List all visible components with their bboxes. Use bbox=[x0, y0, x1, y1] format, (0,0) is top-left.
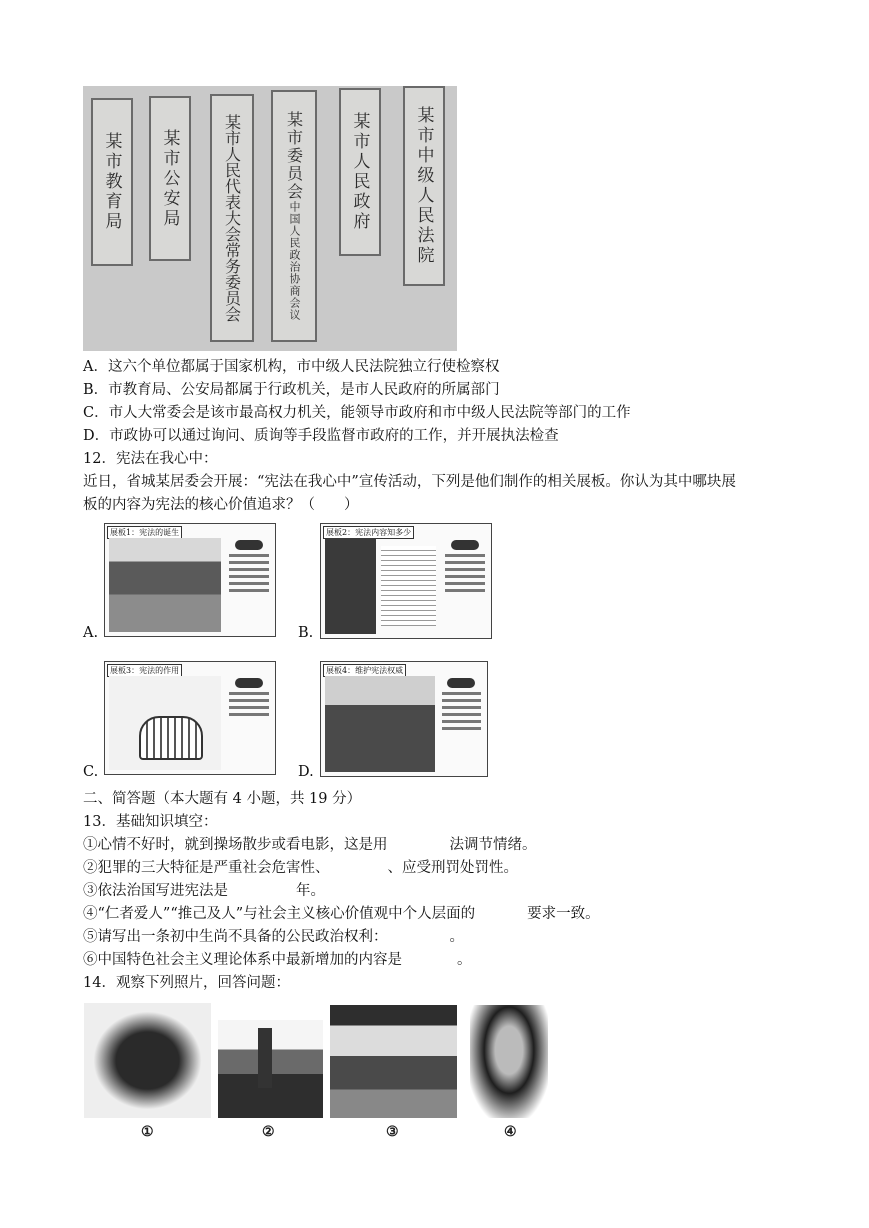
q12-stem-line2: 板的内容为宪法的核心价值追求？（ ） bbox=[83, 497, 359, 513]
signboard-npc-standing-committee bbox=[210, 94, 254, 342]
q12-stem-line1: 近日，省城某居委会开展：“宪法在我心中”宣传活动，下列是他们制作的相关展板。你认为其中哪块展 bbox=[83, 474, 736, 490]
signboard-text: 某市教育局 bbox=[101, 132, 122, 232]
board-b-constitution-book bbox=[325, 538, 376, 634]
q13-item-3 bbox=[83, 881, 325, 901]
q13-item-text: 年。 bbox=[296, 883, 325, 899]
q13-item-4 bbox=[83, 904, 600, 924]
board-title: 展板1：宪法的诞生 bbox=[107, 526, 182, 539]
q13-item-1 bbox=[83, 835, 537, 855]
q13-item-text: ③依法治国写进宪法是 bbox=[83, 883, 228, 899]
q13-item-text: 法调节情绪。 bbox=[449, 837, 537, 853]
q11-option-c: C．市人大常委会是该市最高权力机关，能领导市政府和市中级人民法院等部门的工作 bbox=[83, 405, 631, 421]
section-2-heading: 二、简答题（本大题有 4 小题，共 19 分） bbox=[83, 791, 362, 807]
photo-label-3: ③ bbox=[386, 1124, 399, 1140]
board-title: 展板2：宪法内容知多少 bbox=[323, 526, 414, 539]
photo-1-dancers bbox=[84, 1003, 211, 1118]
signboard-text: 某市公安局 bbox=[159, 128, 180, 229]
board-b-contents bbox=[381, 546, 436, 626]
q13-item-text: ⑥中国特色社会主义理论体系中最新增加的内容是 bbox=[83, 952, 402, 968]
board-d-crowd-image bbox=[325, 676, 435, 772]
board-side-text bbox=[227, 676, 271, 770]
signboard-text: 某市委员会 bbox=[284, 111, 304, 201]
board-title: 展板4：维护宪法权威 bbox=[323, 664, 406, 677]
q11-option-b: B．市教育局、公安局都属于行政机关，是市人民政府的所属部门 bbox=[83, 382, 500, 398]
board-side-text bbox=[443, 538, 487, 634]
board-title: 展板3：宪法的作用 bbox=[107, 664, 182, 677]
photo-label-4: ④ bbox=[504, 1124, 517, 1140]
signboard-text: 某市人民政府 bbox=[349, 112, 370, 232]
q11-option-d: D．市政协可以通过询问、质询等手段监督市政府的工作，并开展执法检查 bbox=[83, 428, 559, 444]
board-c-image bbox=[109, 676, 221, 770]
board-a-image bbox=[109, 538, 221, 632]
photo-label-1: ① bbox=[141, 1124, 154, 1140]
q13-item-5 bbox=[83, 927, 464, 947]
q13-item-text: 。 bbox=[449, 929, 464, 945]
board-d-label: D. bbox=[298, 764, 314, 780]
q12-title: 12．宪法在我心中： bbox=[83, 451, 218, 467]
q13-item-text: 要求一致。 bbox=[527, 906, 600, 922]
signboard-city-government bbox=[339, 88, 381, 256]
q13-item-text: ④“仁者爱人”“推己及人”与社会主义核心价值观中个人层面的 bbox=[83, 906, 476, 922]
board-a bbox=[104, 523, 276, 637]
photo-2-mosque bbox=[218, 1020, 323, 1118]
board-d bbox=[320, 661, 488, 777]
photo-4-woman-portrait bbox=[470, 1005, 548, 1118]
q13-item-6 bbox=[83, 950, 472, 970]
signboard-intermediate-court bbox=[403, 86, 445, 286]
q13-item-text: 、应受刑罚处罚性。 bbox=[387, 860, 518, 876]
q13-item-text: ⑤请写出一条初中生尚不具备的公民政治权利： bbox=[83, 929, 388, 945]
board-side-text bbox=[440, 676, 483, 772]
board-b bbox=[320, 523, 492, 639]
q11-option-a: A．这六个单位都属于国家机构，市中级人民法院独立行使检察权 bbox=[83, 359, 500, 375]
board-side-text bbox=[227, 538, 271, 632]
q13-title: 13．基础知识填空： bbox=[83, 814, 218, 830]
signboard-education-bureau bbox=[91, 98, 133, 266]
photo-label-2: ② bbox=[262, 1124, 275, 1140]
signboard-text: 某市中级人民法院 bbox=[413, 106, 434, 266]
signboard-text: 中国人民政治协商会议 bbox=[288, 201, 301, 321]
signboard-cppcc bbox=[271, 90, 317, 342]
q13-item-text: ②犯罪的三大特征是严重社会危害性、 bbox=[83, 860, 330, 876]
q13-item-text: 。 bbox=[457, 952, 472, 968]
photo-3-palace bbox=[330, 1005, 457, 1118]
q14-title: 14．观察下列照片，回答问题： bbox=[83, 975, 290, 991]
signboard-text: 某市人民代表大会常务委员会 bbox=[222, 114, 242, 322]
q13-item-text: ①心情不好时，就到操场散步或看电影，这是用 bbox=[83, 837, 388, 853]
government-signboards-photo bbox=[83, 86, 457, 351]
q13-item-2 bbox=[83, 858, 518, 878]
signboard-public-security bbox=[149, 96, 191, 261]
board-b-label: B. bbox=[298, 625, 314, 641]
board-c bbox=[104, 661, 276, 775]
board-a-label: A. bbox=[83, 625, 99, 641]
board-c-label: C. bbox=[83, 764, 99, 780]
